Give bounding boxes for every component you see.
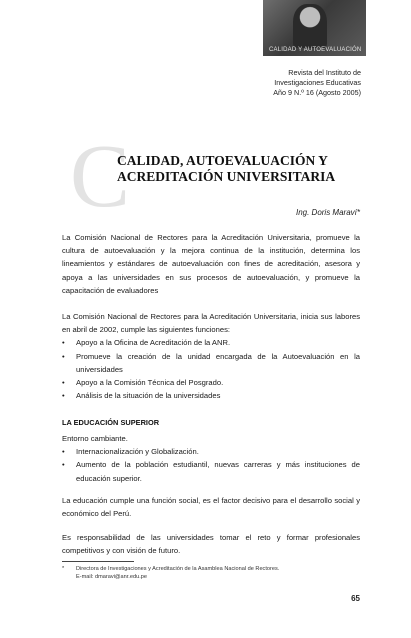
- journal-line-1: Revista del Instituto de: [288, 68, 361, 77]
- section-heading: LA EDUCACIÓN SUPERIOR: [62, 418, 160, 427]
- page-number: 65: [351, 594, 360, 603]
- footnote-divider: [62, 561, 134, 562]
- footnote-mark: *: [62, 566, 65, 572]
- paragraph-5: Es responsabilidad de las universidades tomar el reto y formar profesionales competitivos y con visión de futuro.: [62, 533, 360, 556]
- list-item: • Apoyo a la Comisión Técnica del Posgrado.: [62, 376, 360, 389]
- paragraph-1: La Comisión Nacional de Rectores para la Acreditación Universitaria, promueve la cultura de autoevaluación y la mejora continua de la institución, determina los lineamientos y estándares de autoevaluación con fines de acreditación, asesora y apoya a las universidades en sus procesos de autoevaluación, y promueve la capacitación de evaluadores: [62, 233, 360, 295]
- paragraph-3: [62, 432, 360, 485]
- paragraph-2-intro: La Comisión Nacional de Rectores para la Acreditación Universitaria, inicia sus labores en abril de 2002, cumple las siguientes funciones:: [62, 312, 360, 335]
- footnote: [62, 565, 362, 581]
- paragraph-3-intro: Entorno cambiante.: [62, 434, 128, 443]
- journal-line-2: Investigaciones Educativas: [274, 78, 361, 87]
- list-item: • Aumento de la población estudiantil, nuevas carreras y más instituciones de educación superior.: [62, 458, 360, 484]
- article-author: Ing. Doris Maraví*: [295, 208, 360, 217]
- list-item: • Apoyo a la Oficina de Acreditación de la ANR.: [62, 336, 360, 349]
- list-item: • Análisis de la situación de la universidades: [62, 389, 360, 402]
- footnote-email: E-mail: dmaravi@anr.edu.pe: [76, 574, 147, 580]
- list-item: • Promueve la creación de la unidad encargada de la Autoevaluación en la universidades: [62, 350, 360, 376]
- header-photo: [263, 0, 366, 56]
- journal-line-3: Año 9 N.º 16 (Agosto 2005): [273, 88, 361, 97]
- portrait-figure: [293, 4, 327, 48]
- journal-info: [273, 68, 361, 98]
- paragraph-2: [62, 310, 360, 402]
- list-item: • Internacionalización y Globalización.: [62, 445, 360, 458]
- header-photo-caption: CALIDAD Y AUTOEVALUACIÓN: [269, 47, 362, 53]
- footnote-line-1: [62, 565, 362, 573]
- paragraph-4: La educación cumple una función social, es el factor decisivo para el desarrollo social y económico del Perú.: [62, 496, 360, 519]
- drop-letter: C: [70, 127, 131, 226]
- footnote-text: Directora de Investigaciones y Acreditación de la Asamblea Nacional de Rectores.: [76, 566, 280, 572]
- environment-list: [62, 445, 360, 485]
- functions-list: [62, 336, 360, 402]
- article-title: CALIDAD, AUTOEVALUACIÓN Y ACREDITACIÓN UNIVERSITARIA: [117, 153, 336, 184]
